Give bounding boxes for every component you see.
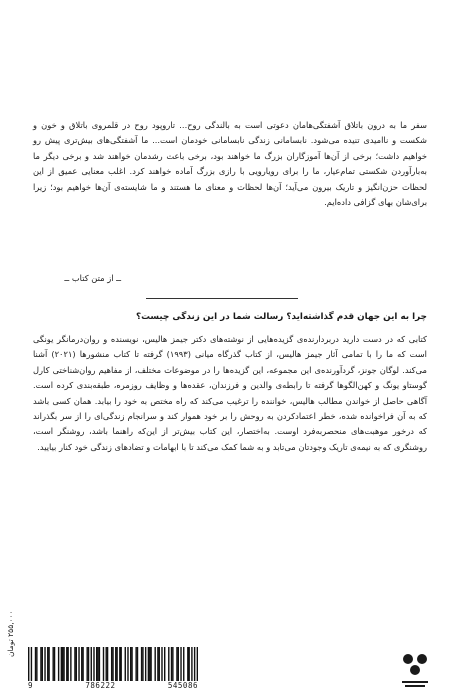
barcode-bar	[63, 647, 64, 681]
barcode-bar	[44, 647, 45, 681]
barcode-bar	[141, 647, 142, 681]
isbn-digit-group: 786222	[85, 681, 116, 690]
description-paragraph: کتابی که در دست دارید دربردارنده‌ی گزیده‌هایی از نوشته‌های دکتر جیمز هالیس، نویسنده و روان‌درمانگر یونگی است که ما را با تمامی آثار جیمز هالیس، از کتاب گذرگاه میانی (۱۹۹۳) گرفته تا کتاب منشورها (۲۰۲۱) آشنا می‌کند. لوگان جونز، گردآورنده‌ی این مجموعه، این گزیده‌ها را در موضوعات مختلف، از مفاهیم روان‌شناختی کارل گوستاو یونگ و کهن‌الگوها گرفته تا رابطه‌ی والدین و فرزندان، عقده‌ها و وظایف روزمره، طبقه‌بندی کرده است. آگاهی حاصل از خواندن مطالب هالیس، خواننده را ترغیب می‌کند که راه مختص به خود را بیابد. همان کسی باشد که به آن فراخوانده شده، خطر اعتمادکردن به روحش را بر خود هموار کند و سرانجام زندگی‌ای را از سر بگذراند که درخور موهبت‌های منحصربه‌فرد اوست. به‌اختصار، این کتاب بیش‌تر از این‌که راهنما باشد، روشنگر است، روشنگری که به نیمه‌ی تاریک وجودتان می‌تابد و به شما کمک می‌کند تا با ابهامات و تضادهای زندگی خود کنار بیایید.	[33, 334, 427, 452]
section-divider	[146, 298, 298, 299]
barcode-bar	[142, 647, 143, 681]
barcode-bar	[88, 647, 89, 681]
barcode-bar	[191, 647, 192, 681]
barcode-bar	[149, 647, 150, 681]
barcode-bar	[183, 647, 184, 681]
barcode-bar	[74, 647, 75, 681]
barcode-bar	[148, 647, 149, 681]
barcode-bar	[67, 647, 68, 681]
barcode-bar	[42, 647, 43, 681]
barcode-bar	[159, 647, 160, 681]
barcode-bar	[187, 647, 188, 681]
isbn-digit-group: 545086	[167, 681, 198, 690]
barcode-bar	[103, 647, 104, 681]
barcode-bar	[93, 647, 94, 681]
barcode-bar	[40, 647, 41, 681]
barcode-bar	[81, 647, 82, 681]
barcode-bar	[96, 647, 97, 681]
barcode-bar	[70, 647, 71, 681]
barcode-bar	[58, 647, 59, 681]
quote-source: ــ از متن کتاب ــ	[64, 273, 121, 283]
barcode-bar	[137, 647, 138, 681]
barcode-bar	[36, 647, 37, 681]
isbn-digits	[28, 681, 198, 690]
barcode-bar	[176, 647, 177, 681]
section-title: چرا به این جهان قدم گذاشته‌اید؟ رسالت شما در این زندگی چیست؟	[136, 312, 427, 322]
barcode-bar	[197, 647, 198, 681]
barcode-bar	[78, 647, 79, 681]
barcode-bar	[115, 647, 116, 681]
barcode-bar	[106, 647, 107, 681]
barcode-bar	[178, 647, 179, 681]
barcode-bar	[99, 647, 100, 681]
barcode-bar	[76, 647, 77, 681]
barcode-bar	[180, 647, 181, 681]
barcode-bar	[31, 647, 32, 681]
barcode-bar	[127, 647, 128, 681]
barcode-bar	[97, 647, 98, 681]
barcode-bar	[164, 647, 165, 681]
barcode-bar	[47, 647, 48, 681]
barcode-bar	[116, 647, 117, 681]
barcode-bar	[135, 647, 136, 681]
barcode-bar	[61, 647, 62, 681]
barcode-bar	[120, 647, 121, 681]
barcode-bar	[86, 647, 87, 681]
barcode-bar	[54, 647, 55, 681]
isbn-digit-group: 9	[28, 681, 34, 690]
price-label: ۲۵۵,۰۰۰ تومان	[6, 610, 15, 657]
barcode-bar	[161, 647, 162, 681]
barcode-bar	[157, 647, 158, 681]
barcode-bar	[119, 647, 120, 681]
barcode-bar	[48, 647, 49, 681]
barcode-bar	[112, 647, 113, 681]
barcode-bar	[82, 647, 83, 681]
barcode-bar	[188, 647, 189, 681]
cover-quote	[33, 118, 427, 210]
barcode-bar	[28, 647, 29, 681]
barcode-bar	[66, 647, 67, 681]
barcode-bar	[111, 647, 112, 681]
barcode-bar	[131, 647, 132, 681]
book-description	[33, 332, 427, 455]
barcode-bar	[168, 647, 169, 681]
barcode-bar	[194, 647, 195, 681]
barcode-bar	[154, 647, 155, 681]
barcode-bar	[91, 647, 92, 681]
barcode-bar	[150, 647, 151, 681]
isbn-barcode	[28, 647, 198, 681]
quote-paragraph: سفر ما به درون باتلاق آشفتگی‌هامان دعوتی است به بالندگی روح... تاروپود روح در قلمروی باتلاق و خون و شکست و ناامیدی تنیده می‌شود. نابسامانی زندگی نابسامانی خودمان است... ما آشفتگی‌های بیش‌تری پیش رو خواهیم داشت؛ برخی از آن‌ها آموزگاران بزرگ ما خواهند بود، برخی باعث رشدمان خواهند شد و برخی دیگر ما به‌بارآوردن شکستی تمام‌عیار، ما را برای رویارویی با رازی بزرگ آماده خواهند کرد. اغلب معنایی عمیق از این لحظات حزن‌انگیز و تاریک بیرون می‌آید؛ آن‌ها لحظات و معنای ما هستند و ما شایسته‌ی آن‌ها خواهیم بود؛ زیرا برای‌شان بهای گزافی داده‌ایم.	[33, 120, 427, 208]
barcode-bar	[130, 647, 131, 681]
barcode-bar	[171, 647, 172, 681]
barcode-bar	[107, 647, 108, 681]
barcode-bar	[172, 647, 173, 681]
barcode-bar	[35, 647, 36, 681]
barcode-bar	[145, 647, 146, 681]
barcode-bar	[62, 647, 63, 681]
barcode-bar	[52, 647, 53, 681]
publisher-logo-icon	[399, 651, 431, 691]
barcode-bar	[125, 647, 126, 681]
